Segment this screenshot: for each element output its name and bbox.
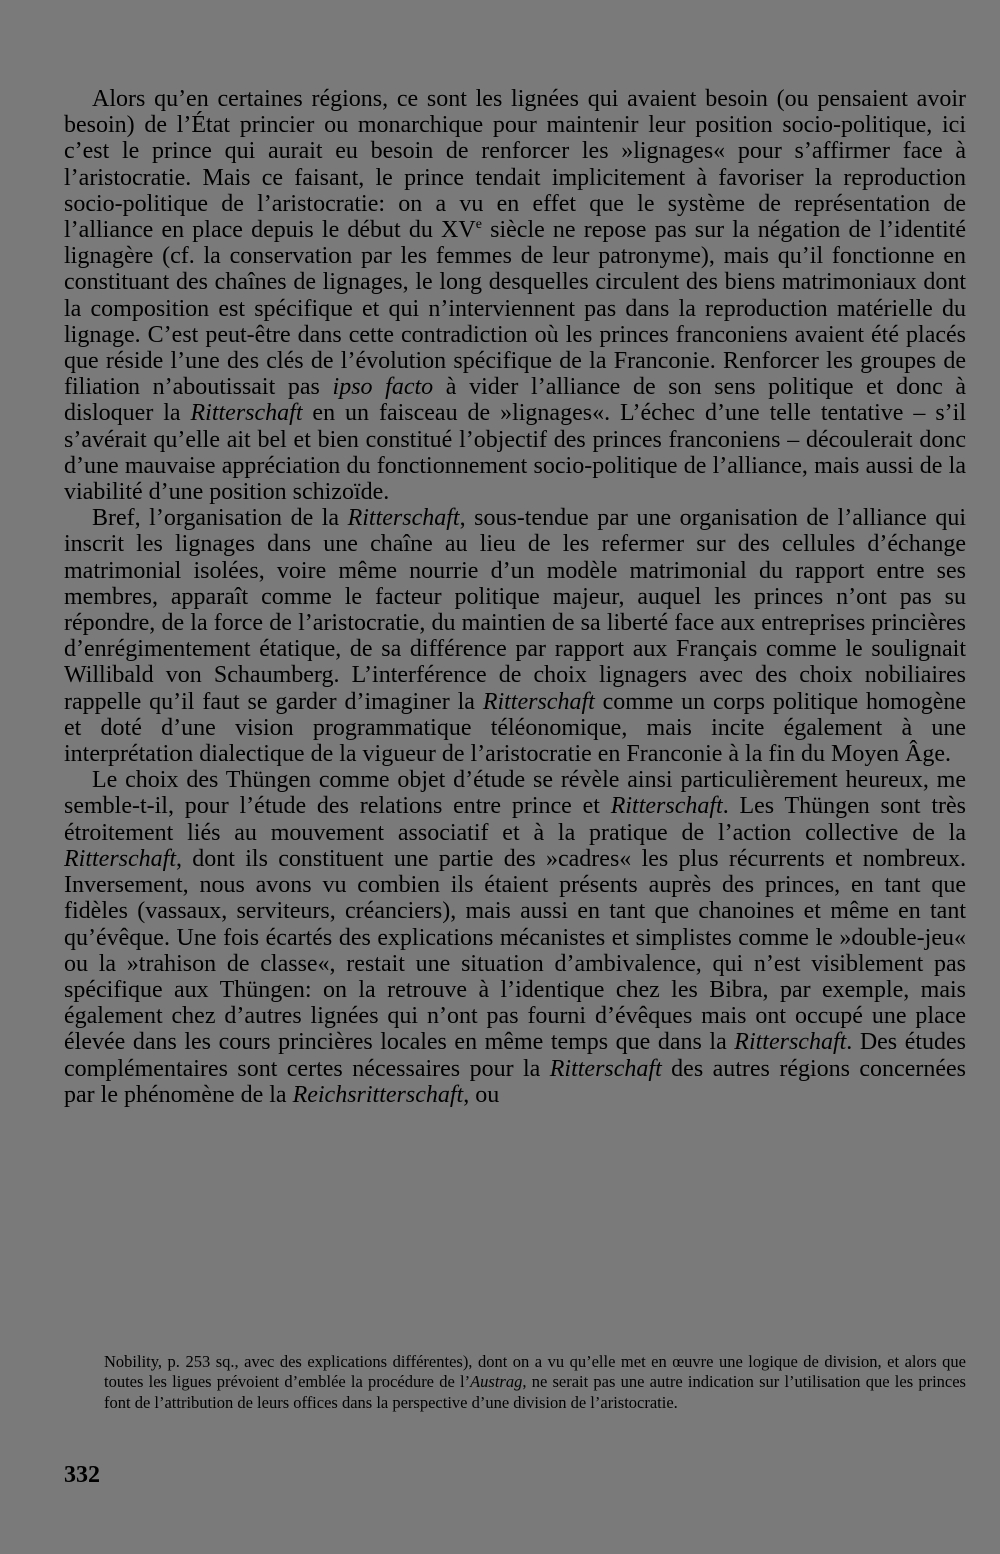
italic-term: Ritterschaft (64, 845, 176, 872)
footnote (104, 1352, 966, 1413)
superscript: e (475, 217, 482, 233)
main-text (64, 86, 966, 1108)
footnote-text: Nobility, p. 253 sq., avec des explications différentes), dont on a vu qu’elle met en œuvre une logique de division, et alors que toutes les ligues prévoient d’emblée la procédure de l’Austrag, ne serait pas une autre indication sur l’utilisation que les princes font de l’attribution de leurs offices dans la perspective d’une division de l’aristocratie. (104, 1352, 966, 1412)
paragraph-1: Alors qu’en certaines régions, ce sont les lignées qui avaient besoin (ou pensaient avoir besoin) de l’État princier ou monarchique pour maintenir leur position socio-politique, ici c’est le prince qui aurait eu besoin de renforcer les »lignages« pour s’affirmer face à l’aristocratie. Mais ce faisant, le prince tendait implicitement à favoriser la reproduction socio-politique de l’aristocratie: on a vu en effet que le système de représentation de l’alliance en place depuis le début du XVe siècle ne repose pas sur la négation de l’identité lignagère (cf. la conservation par les femmes de leur patronyme), mais qu’il fonctionne en constituant des chaînes de lignages, le long desquelles circulent des biens matrimoniaux dont la composition est spécifique et qui n’interviennent pas dans la reproduction matérielle du lignage. C’est peut-être dans cette contradiction où les princes franconiens avaient été placés que réside l’une des clés de l’évolution spécifique de la Franconie. Renforcer les groupes de filiation n’aboutissait pas ipso facto à vider l’alliance de son sens politique et donc à disloquer la Ritterschaft en un faisceau de »lignages«. L’échec d’une telle tentative – s’il s’avérait qu’elle ait bel et bien constitué l’objectif des princes franconiens – découlerait donc d’une mauvaise appréciation du fonctionnement socio-politique de l’alliance, mais aussi de la viabilité d’une position schizoïde. (64, 86, 967, 506)
italic-term: Austrag (470, 1372, 523, 1392)
italic-term: ipso facto (332, 374, 434, 401)
italic-term: Ritterschaft (347, 505, 460, 532)
italic-term: Ritterschaft (549, 1055, 662, 1082)
italic-term: Ritterschaft (610, 793, 723, 820)
page-number: 332 (64, 1462, 100, 1488)
italic-term: Ritterschaft (482, 688, 595, 715)
italic-term: Reichsritterschaft (292, 1081, 464, 1108)
paragraph-2: Bref, l’organisation de la Ritterschaft, sous-tendue par une organisation de l’alliance qui inscrit les lignages dans une chaîne au lieu de les refermer sur des cellules d’échange matrimonial isolées, voire même nourrie d’un modèle matrimonial du rapport entre ses membres, apparaît comme le facteur politique majeur, auquel les princes n’ont pas su répondre, de la force de l’aristocratie, du maintien de sa liberté face aux entreprises princières d’enrégimentement étatique, de sa différence par rapport aux Français comme le soulignait Willibald von Schaumberg. L’interférence de choix lignagers avec des choix nobiliaires rappelle qu’il faut se garder d’imaginer la Ritterschaft comme un corps politique homogène et doté d’une vision programmatique téléonomique, mais incite également à une interprétation dialectique de la vigueur de l’aristocratie en Franconie à la fin du Moyen Âge. (64, 505, 966, 768)
paragraph-3: Le choix des Thüngen comme objet d’étude se révèle ainsi particulièrement heureux, me semble-t-il, pour l’étude des relations entre prince et Ritterschaft. Les Thüngen sont très étroitement liés au mouvement associatif et à la pratique de l’action collective de la Ritterschaft, dont ils constituent une partie des »cadres« les plus récurrents et nombreux. Inversement, nous avons vu combien ils étaient présents auprès des princes, en tant que fidèles (vassaux, serviteurs, créanciers), mais aussi en tant que chanoines et même en tant qu’évêque. Une fois écartés des explications mécanistes et simplistes comme le »double-jeu« ou la »trahison de classe«, restait une situation d’ambivalence, qui n’est visiblement pas spécifique aux Thüngen: on la retrouve à l’identique chez les Bibra, par exemple, mais également chez d’autres lignées qui n’ont pas fourni d’évêques mais ont occupé une place élevée dans les cours princières locales en même temps que dans la Ritterschaft. Des études complémentaires sont certes nécessaires pour la Ritterschaft des autres régions concernées par le phénomène de la Reichsritterschaft, ou (64, 767, 967, 1108)
italic-term: Ritterschaft (190, 400, 303, 427)
italic-term: Ritterschaft (734, 1029, 847, 1056)
